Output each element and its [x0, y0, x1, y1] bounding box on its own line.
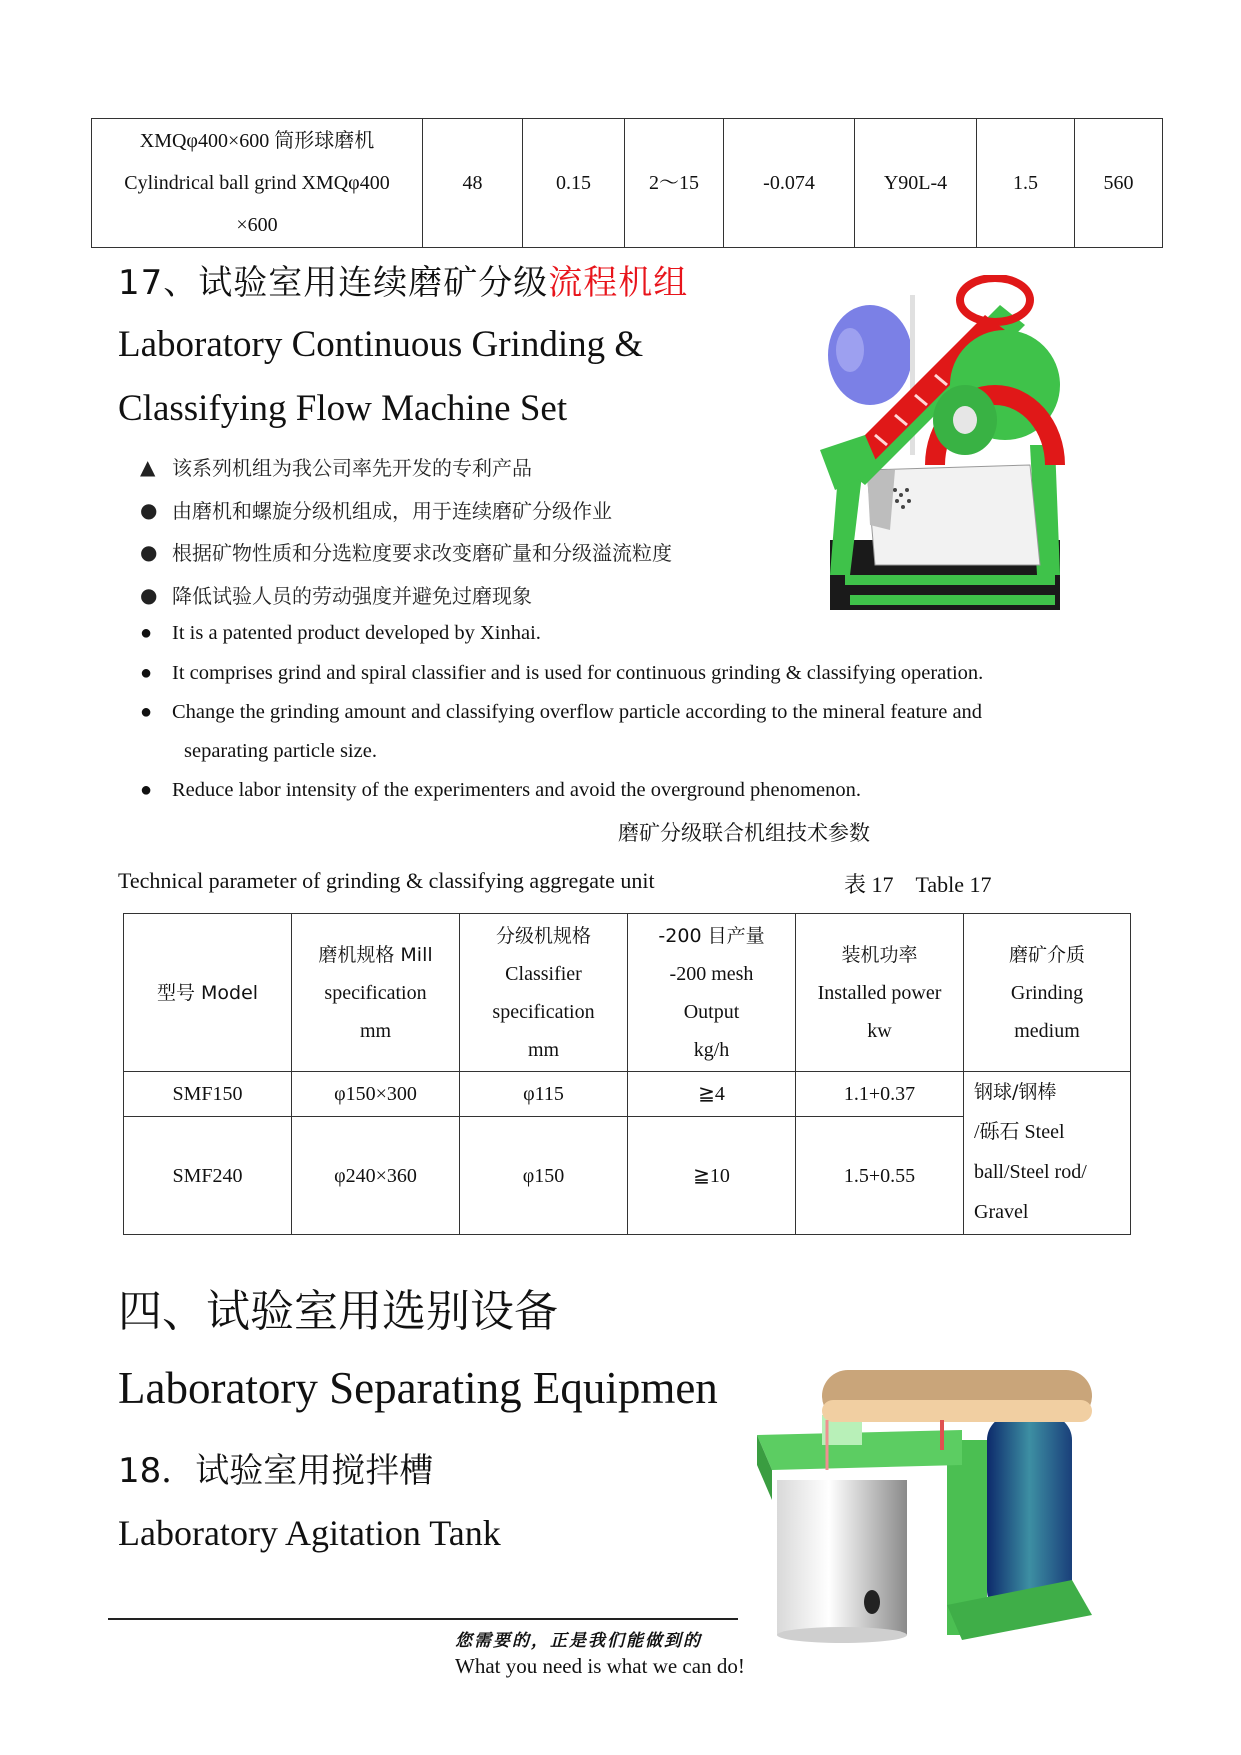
bullet-item: [140, 495, 612, 524]
header-line: Installed power: [817, 981, 942, 1004]
model-name-line: ×600: [236, 214, 278, 236]
header-line: 分级机规格: [495, 924, 591, 947]
table-cell: 1.5+0.55: [796, 1117, 964, 1235]
title-black-part: 17、试验室用连续磨矿分级: [118, 263, 549, 303]
section-17-title-en-line2: Classifying Flow Machine Set: [118, 388, 568, 429]
title-red-part: 流程机组: [548, 263, 689, 303]
model-cell: [92, 119, 423, 248]
bullet-continuation: [184, 740, 377, 763]
table-cell: SMF240: [124, 1117, 292, 1235]
table-header-row: [124, 914, 1131, 1072]
spec-table-number: 表 17 Table 17: [844, 872, 992, 897]
medium-line: Gravel: [974, 1201, 1029, 1223]
section-4-title-en: Laboratory Separating Equipmen: [118, 1363, 718, 1413]
footer-slogan-en: What you need is what we can do!: [455, 1654, 745, 1678]
bullet-text: 由磨机和螺旋分级机组成，用于连续磨矿分级作业: [172, 499, 612, 523]
bullet-item: [140, 537, 672, 566]
table-cell: ≧4: [628, 1072, 796, 1117]
table-cell: SMF150: [124, 1072, 292, 1117]
header-line: Classifier: [505, 962, 582, 985]
medium-line: /砾石 Steel: [974, 1121, 1065, 1143]
machine-illustration-icon: [805, 275, 1075, 620]
dot-bullet-icon: ●: [140, 582, 158, 607]
tank-illustration-icon: [752, 1370, 1107, 1645]
bullet-item: [140, 580, 532, 609]
dot-bullet-icon: ●: [140, 497, 158, 522]
header-mill-spec: [292, 914, 460, 1072]
section-17-title-en-line1: Laboratory Continuous Grinding &: [118, 324, 644, 365]
bullet-item: [140, 701, 982, 724]
header-line: -200 目产量: [658, 924, 765, 947]
agitation-tank-image: [752, 1370, 1107, 1645]
header-line: medium: [1014, 1019, 1080, 1042]
dot-bullet-icon: ●: [140, 539, 158, 564]
header-classifier-spec: [460, 914, 628, 1072]
header-line: 磨机规格 Mill: [318, 943, 433, 966]
footer-divider: [108, 1618, 738, 1620]
bullet-text: Change the grinding amount and classifying overflow particle according to the mineral feature and: [172, 701, 983, 723]
header-line: 型号 Model: [156, 981, 259, 1004]
header-output: [628, 914, 796, 1072]
bullet-item: [140, 452, 532, 481]
header-model: [124, 914, 292, 1072]
table-cell: ≧10: [628, 1117, 796, 1235]
bullet-item: [140, 662, 983, 685]
table-cell: -0.074: [724, 119, 855, 248]
grinding-classifying-spec-table: [123, 913, 1131, 1235]
model-name-line: Cylindrical ball grind XMQφ400: [124, 172, 390, 194]
medium-line: 钢球/钢棒: [974, 1081, 1057, 1103]
table-cell: 48: [423, 119, 523, 248]
spec-table-caption-en: Technical parameter of grinding & classifying aggregate unit: [118, 868, 655, 893]
dot-bullet-icon: ●: [140, 622, 153, 644]
bullet-text: separating particle size.: [184, 740, 377, 762]
section-17-title-cn: [118, 255, 688, 304]
table-cell: 1.1+0.37: [796, 1072, 964, 1117]
table-cell: 0.15: [523, 119, 625, 248]
table-cell: φ150×300: [292, 1072, 460, 1117]
bullet-text: 根据矿物性质和分选粒度要求改变磨矿量和分级溢流粒度: [172, 541, 672, 565]
bullet-text: 该系列机组为我公司率先开发的专利产品: [172, 456, 532, 480]
header-line: Output: [683, 1000, 740, 1023]
table-cell: Y90L-4: [855, 119, 977, 248]
table-cell: φ115: [460, 1072, 628, 1117]
grinding-classifier-machine-image: [805, 275, 1075, 620]
header-line: Grinding: [1010, 981, 1084, 1004]
header-power: [796, 914, 964, 1072]
header-line: mm: [359, 1019, 392, 1042]
dot-bullet-icon: ●: [140, 662, 153, 684]
medium-line: ball/Steel rod/: [974, 1161, 1087, 1183]
bullet-text: It is a patented product developed by Xinhai.: [172, 622, 541, 644]
header-line: -200 mesh: [669, 962, 754, 985]
dot-bullet-icon: ●: [140, 779, 153, 801]
header-line: kg/h: [693, 1038, 730, 1061]
bullet-text: Reduce labor intensity of the experimenters and avoid the overground phenomenon.: [172, 779, 862, 801]
header-line: 磨矿介质: [1008, 943, 1085, 966]
table-row: [124, 1072, 1131, 1117]
header-line: specification: [324, 981, 427, 1004]
header-grinding-medium: [964, 914, 1131, 1072]
table-cell: φ150: [460, 1117, 628, 1235]
dot-bullet-icon: ●: [140, 701, 153, 723]
bullet-item: [140, 622, 541, 645]
bullet-text: 降低试验人员的劳动强度并避免过磨现象: [172, 584, 532, 608]
bullet-item: [140, 779, 861, 802]
spec-table-caption-cn: 磨矿分级联合机组技术参数: [618, 821, 870, 845]
bullet-text: It comprises grind and spiral classifier and is used for continuous grinding & classifying operation.: [172, 662, 984, 684]
grinding-medium-cell: [964, 1072, 1131, 1235]
triangle-bullet-icon: ▲: [140, 454, 156, 479]
header-line: 装机功率: [841, 943, 918, 966]
table-cell: 2～15: [625, 119, 724, 248]
header-line: kw: [867, 1019, 892, 1042]
model-name-line: XMQφ400×600 筒形球磨机: [139, 130, 375, 152]
header-line: mm: [527, 1038, 560, 1061]
section-4-title-cn: 四、试验室用选别设备: [118, 1286, 558, 1337]
table-cell: φ240×360: [292, 1117, 460, 1235]
section-18-title-en: Laboratory Agitation Tank: [118, 1513, 501, 1553]
header-line: specification: [492, 1000, 595, 1023]
footer-slogan-cn: 您需要的，正是我们能做到的: [455, 1631, 702, 1651]
table-row: [92, 119, 1163, 248]
table-cell: 560: [1075, 119, 1163, 248]
ball-mill-spec-table: [91, 118, 1163, 248]
section-18-title-cn: 18．试验室用搅拌槽: [118, 1451, 434, 1491]
table-cell: 1.5: [977, 119, 1075, 248]
